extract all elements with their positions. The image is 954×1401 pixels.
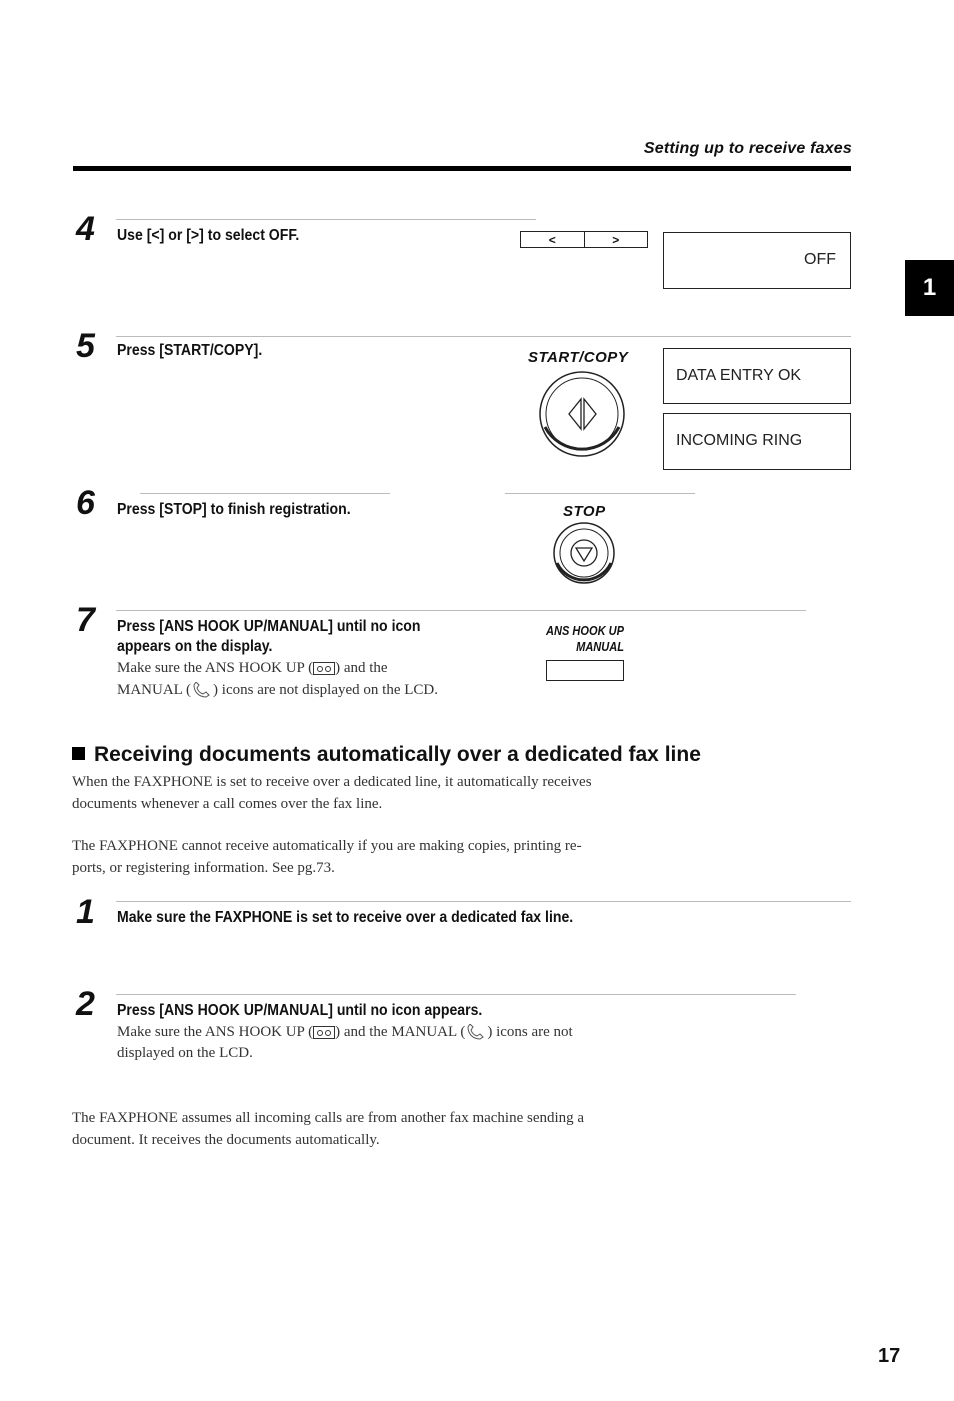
key-label: START/COPY	[528, 349, 629, 366]
arrow-keys[interactable]	[520, 231, 648, 248]
key-label	[539, 623, 624, 655]
section-heading-text: Receiving documents automatically over a dedicated fax line	[94, 743, 701, 766]
body-text: MANUAL (	[117, 682, 192, 698]
step-title: Press [STOP] to finish registration.	[117, 501, 351, 518]
body-text: The FAXPHONE cannot receive automatically if you are making copies, printing re-	[72, 838, 582, 854]
body-text: When the FAXPHONE is set to receive over a dedicated line, it automatically receives	[72, 774, 592, 790]
handset-icon	[191, 682, 213, 700]
start-copy-button-icon[interactable]	[537, 369, 627, 459]
step-body: displayed on the LCD.	[117, 1045, 253, 1061]
step-divider	[140, 493, 390, 494]
lcd-display	[663, 232, 851, 289]
lcd-text: OFF	[804, 251, 836, 268]
step-body	[117, 680, 438, 701]
right-arrow-key[interactable]: >	[584, 232, 648, 247]
left-arrow-key[interactable]: <	[548, 232, 556, 247]
key-label-line: MANUAL	[576, 639, 624, 654]
section-note	[72, 835, 582, 879]
running-header: Setting up to receive faxes	[643, 140, 852, 157]
page-number: 17	[878, 1345, 901, 1367]
step-divider	[116, 994, 796, 995]
step-body	[117, 1022, 573, 1043]
step-divider	[116, 901, 851, 902]
header-rule	[73, 166, 851, 171]
bullet-square-icon	[72, 747, 85, 760]
handset-icon	[465, 1024, 487, 1042]
body-text: documents whenever a call comes over the fax line.	[72, 796, 383, 812]
lcd-text: INCOMING RING	[676, 432, 803, 449]
body-text: document. It receives the documents automatically.	[72, 1132, 380, 1148]
body-text: ) icons are not	[487, 1024, 573, 1040]
step-title: Make sure the FAXPHONE is set to receive over a dedicated fax line.	[117, 909, 574, 926]
body-text: Make sure the ANS HOOK UP (	[117, 660, 314, 676]
stop-button-icon[interactable]	[552, 521, 616, 585]
step-divider	[116, 610, 806, 611]
step-title: Use [<] or [>] to select OFF.	[117, 227, 300, 244]
step-number: 1	[76, 893, 95, 931]
chapter-tab: 1	[905, 260, 954, 316]
body-text: ) and the MANUAL (	[335, 1024, 466, 1040]
step-title: Press [START/COPY].	[117, 342, 263, 359]
key-label: STOP	[563, 503, 606, 520]
step-number: 5	[76, 327, 95, 365]
step-title: appears on the display.	[117, 638, 273, 655]
step-body	[117, 658, 388, 679]
lcd-display	[663, 348, 851, 404]
body-text: Make sure the ANS HOOK UP (	[117, 1024, 314, 1040]
ans-hook-up-icon	[313, 662, 335, 675]
step-divider	[505, 493, 695, 494]
step-divider	[116, 336, 851, 337]
step-title: Press [ANS HOOK UP/MANUAL] until no icon	[117, 618, 421, 635]
key-label-line: ANS HOOK UP	[546, 623, 624, 638]
body-text: ports, or registering information. See pg.73.	[72, 860, 335, 876]
step-number: 6	[76, 484, 95, 522]
ans-hook-up-manual-button[interactable]	[546, 660, 624, 681]
closing-paragraph	[72, 1107, 584, 1151]
body-text: The FAXPHONE assumes all incoming calls are from another fax machine sending a	[72, 1110, 585, 1126]
step-number: 2	[76, 985, 95, 1023]
step-title: Press [ANS HOOK UP/MANUAL] until no icon appears.	[117, 1002, 483, 1019]
body-text: ) and the	[335, 660, 388, 676]
lcd-display	[663, 413, 851, 470]
step-number: 7	[76, 601, 95, 639]
step-number: 4	[76, 210, 95, 248]
step-divider	[116, 219, 536, 220]
ans-hook-up-icon	[313, 1026, 335, 1039]
section-intro	[72, 771, 592, 815]
body-text: ) icons are not displayed on the LCD.	[213, 682, 438, 698]
section-heading	[72, 743, 701, 767]
lcd-text: DATA ENTRY OK	[676, 367, 802, 384]
